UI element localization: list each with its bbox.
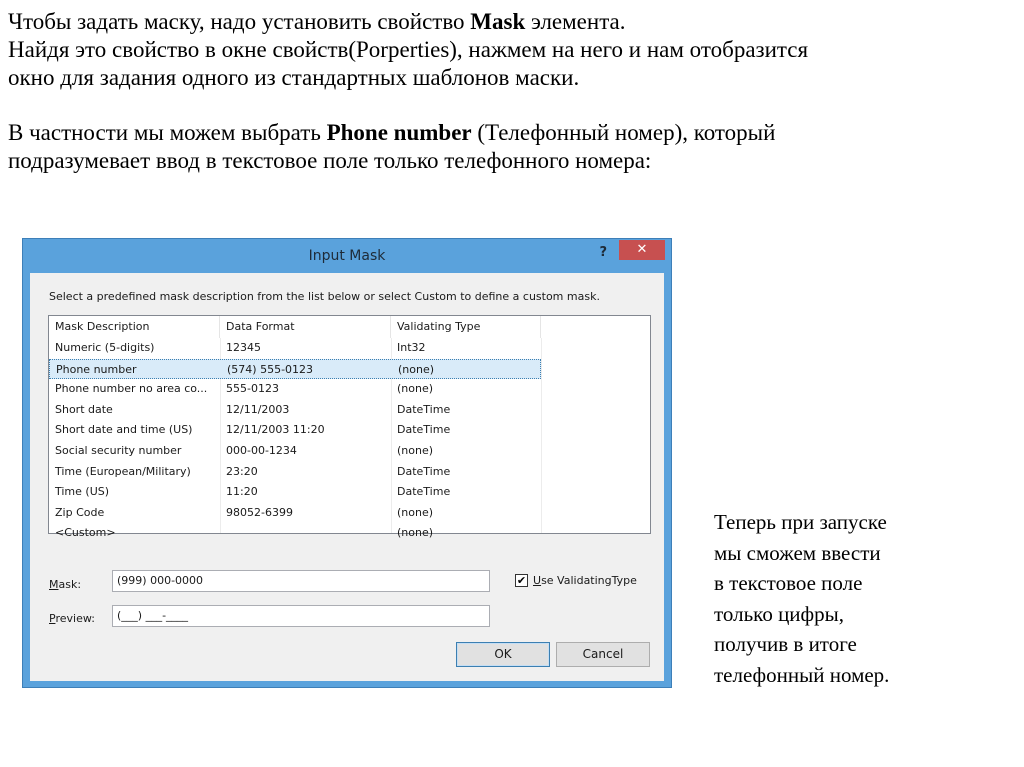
data-format-cell: 98052-6399 xyxy=(226,506,293,519)
mask-description-cell: Numeric (5-digits) xyxy=(55,341,155,354)
validating-type-cell: (none) xyxy=(397,526,434,539)
validating-type-cell: (none) xyxy=(397,506,434,519)
mask-description-cell: Social security number xyxy=(55,444,182,457)
mask-input[interactable]: (999) 000-0000 xyxy=(112,570,490,592)
side-note-line: Теперь при запуске xyxy=(714,510,887,534)
checkmark-icon: ✔ xyxy=(516,574,527,587)
list-item[interactable] xyxy=(49,441,541,461)
slide-line-1: Чтобы задать маску, надо установить свойство Mask элемента. xyxy=(8,9,626,34)
slide-line-3: окно для задания одного из стандартных шаблонов маски. xyxy=(8,65,580,90)
dialog-client-area xyxy=(30,273,664,681)
mask-description-cell: Short date and time (US) xyxy=(55,423,193,436)
dialog-title: Input Mask xyxy=(308,248,386,264)
help-button[interactable]: ? xyxy=(599,245,607,260)
slide-line-4: В частности мы можем выбрать Phone number (Телефонный номер), который xyxy=(8,120,776,145)
mask-description-cell: Phone number xyxy=(56,363,137,376)
validating-type-cell: DateTime xyxy=(397,465,451,478)
list-item[interactable] xyxy=(49,462,541,482)
mask-keyword: Mask xyxy=(470,9,526,34)
validating-type-cell: Int32 xyxy=(397,341,426,354)
mask-description-cell: Time (US) xyxy=(55,485,110,498)
slide-body-text xyxy=(8,8,1013,175)
list-item[interactable] xyxy=(49,482,541,502)
list-header xyxy=(49,316,650,338)
mask-description-cell: Short date xyxy=(55,403,113,416)
list-item[interactable] xyxy=(49,420,541,440)
validating-type-cell: DateTime xyxy=(397,403,451,416)
data-format-cell: (574) 555-0123 xyxy=(227,363,314,376)
mask-description-cell: <Custom> xyxy=(55,526,116,539)
preview-input[interactable]: (___) ___-____ xyxy=(112,605,490,627)
cancel-button[interactable]: Cancel xyxy=(556,642,650,667)
data-format-cell: 555-0123 xyxy=(226,382,279,395)
use-validating-type-checkbox[interactable] xyxy=(515,574,528,587)
column-header-data-format[interactable]: Data Format xyxy=(220,316,391,338)
data-format-cell: 23:20 xyxy=(226,465,258,478)
list-item[interactable] xyxy=(49,338,541,358)
data-format-cell: 12/11/2003 11:20 xyxy=(226,423,325,436)
slide-line-2: Найдя это свойство в окне свойств(Porperties), нажмем на него и нам отобразится xyxy=(8,37,809,62)
phone-number-keyword: Phone number xyxy=(326,120,472,145)
column-header-mask-description[interactable]: Mask Description xyxy=(49,316,220,338)
validating-type-cell: DateTime xyxy=(397,485,451,498)
validating-type-cell: (none) xyxy=(398,363,435,376)
list-item[interactable] xyxy=(49,400,541,420)
side-note-line: телефонный номер. xyxy=(714,662,890,687)
data-format-cell: 12/11/2003 xyxy=(226,403,290,416)
slide-line-5: подразумевает ввод в текстовое поле только телефонного номера: xyxy=(8,148,652,173)
data-format-cell: 12345 xyxy=(226,341,261,354)
list-item[interactable] xyxy=(49,359,541,379)
dialog-titlebar[interactable] xyxy=(23,239,671,273)
column-header-validating-type[interactable]: Validating Type xyxy=(391,316,541,338)
instruction-text: Select a predefined mask description from the list below or select Custom to define a custom mask. xyxy=(49,290,600,303)
mask-list[interactable] xyxy=(48,315,651,539)
side-note-line: только цифры, xyxy=(714,601,845,626)
data-format-cell: 11:20 xyxy=(226,485,258,498)
list-item[interactable] xyxy=(49,523,541,543)
side-note-line: мы сможем ввести xyxy=(714,540,881,565)
mask-description-cell: Time (European/Military) xyxy=(55,465,191,478)
mask-description-cell: Zip Code xyxy=(55,506,105,519)
validating-type-cell: DateTime xyxy=(397,423,451,436)
validating-type-cell: (none) xyxy=(397,444,434,457)
list-item[interactable] xyxy=(49,503,541,523)
side-note-line: получив в итоге xyxy=(714,632,857,656)
mask-description-cell: Phone number no area co... xyxy=(55,382,208,395)
validating-type-cell: (none) xyxy=(397,382,434,395)
input-mask-dialog xyxy=(22,238,672,688)
preview-label: Preview: xyxy=(49,612,95,625)
mask-label: Mask: xyxy=(49,578,82,591)
data-format-cell: 000-00-1234 xyxy=(226,444,297,457)
side-note-line: в текстовое поле xyxy=(714,571,863,595)
data-format-cell xyxy=(220,523,391,543)
use-validating-type-label[interactable]: Use ValidatingType xyxy=(533,574,637,587)
side-note xyxy=(714,507,974,690)
ok-button[interactable]: OK xyxy=(456,642,550,667)
close-button[interactable]: ✕ xyxy=(619,240,665,260)
list-item[interactable] xyxy=(49,379,541,399)
